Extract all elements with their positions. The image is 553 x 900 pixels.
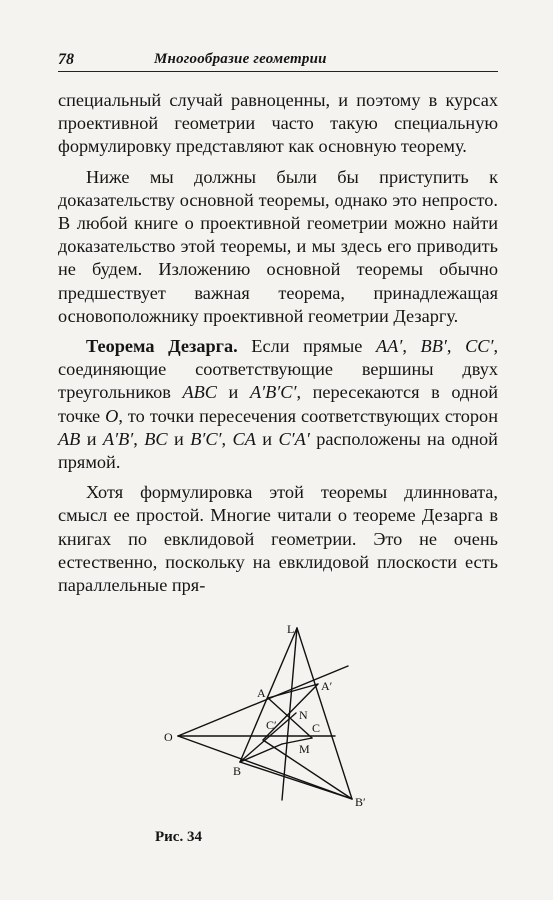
page-number: 78 bbox=[58, 51, 74, 68]
theorem-text: и bbox=[167, 428, 191, 449]
math-ab: AB bbox=[58, 428, 81, 449]
label-b-prime: B′ bbox=[355, 795, 366, 809]
theorem-text: , bbox=[446, 336, 466, 357]
label-m: M bbox=[299, 742, 310, 756]
theorem-text: , bbox=[221, 428, 233, 449]
label-b: B bbox=[233, 764, 242, 778]
line-l-b bbox=[240, 628, 297, 762]
math-bc: BC bbox=[144, 428, 168, 449]
math-ca: CA bbox=[232, 428, 256, 449]
math-abc-prime: A′B′C′ bbox=[249, 382, 297, 403]
label-c: C bbox=[312, 721, 321, 735]
theorem-text: , пересекаются в одной точке bbox=[58, 382, 498, 426]
figure-caption: Рис. 34 bbox=[155, 829, 202, 845]
line-b-b-prime bbox=[240, 762, 352, 799]
theorem-paragraph bbox=[58, 335, 498, 474]
line-o-b-prime bbox=[178, 736, 352, 799]
math-ab-prime: A′B′ bbox=[102, 428, 134, 449]
math-aa: AA′ bbox=[376, 336, 403, 357]
math-abc: ABC bbox=[182, 382, 217, 403]
body-text bbox=[58, 89, 498, 604]
running-title: Многообразие геометрии bbox=[154, 51, 327, 67]
page-header bbox=[58, 47, 498, 72]
paragraph-1: специальный случай равноценны, и поэтому в курсах проективной геометрии часто такую специальную формулировку представляют как основную теорему. bbox=[58, 90, 498, 157]
theorem-text: расположены на одной прямой. bbox=[58, 428, 498, 473]
theorem-text: , bbox=[133, 428, 145, 449]
math-o: O bbox=[105, 405, 119, 426]
desargues-figure bbox=[150, 605, 400, 835]
theorem-text: и bbox=[255, 428, 279, 449]
label-a: A bbox=[257, 686, 266, 700]
theorem-text: и bbox=[216, 382, 250, 403]
label-n: N bbox=[299, 708, 308, 722]
label-a-prime: A′ bbox=[321, 679, 333, 693]
figure-drawing bbox=[150, 605, 400, 835]
label-c-prime: C′ bbox=[266, 718, 277, 732]
math-bb: BB′ bbox=[420, 336, 447, 357]
theorem-text: и bbox=[80, 428, 103, 449]
label-l: L bbox=[287, 622, 295, 636]
theorem-text: , соединяющие соответствующие вершины двух треугольников bbox=[58, 336, 499, 403]
paragraph-4: Хотя формулировка этой теоремы длинновата, смысл ее простой. Многие читали о теореме Дезарга в книгах по евклидовой геометрии. Это не очень естественно, поскольку на евклидовой плоскости есть параллельные пря- bbox=[58, 482, 498, 596]
theorem-text: , то точки пересечения соответствующих сторон bbox=[118, 405, 498, 426]
math-cc: CC′ bbox=[465, 336, 494, 357]
theorem-heading: Теорема Дезарга. bbox=[86, 336, 238, 357]
theorem-text: Если прямые bbox=[237, 336, 376, 357]
math-bc-prime: B′C′ bbox=[190, 428, 222, 449]
line-o-a-prime bbox=[178, 666, 348, 736]
paragraph-2: Ниже мы должны были бы приступить к доказательству основной теоремы, однако это непросто. В любой книге о проективной геометрии можно найти доказательство этой теоремы, и мы здесь его приводить не будем. Изложению основной теоремы обычно предшествует важная теорема, принадлежащая основоположнику проективной геометрии Дезаргу. bbox=[58, 166, 498, 326]
math-ca-prime: C′A′ bbox=[278, 428, 310, 449]
label-o: O bbox=[164, 730, 173, 744]
theorem-text: , bbox=[402, 336, 421, 357]
